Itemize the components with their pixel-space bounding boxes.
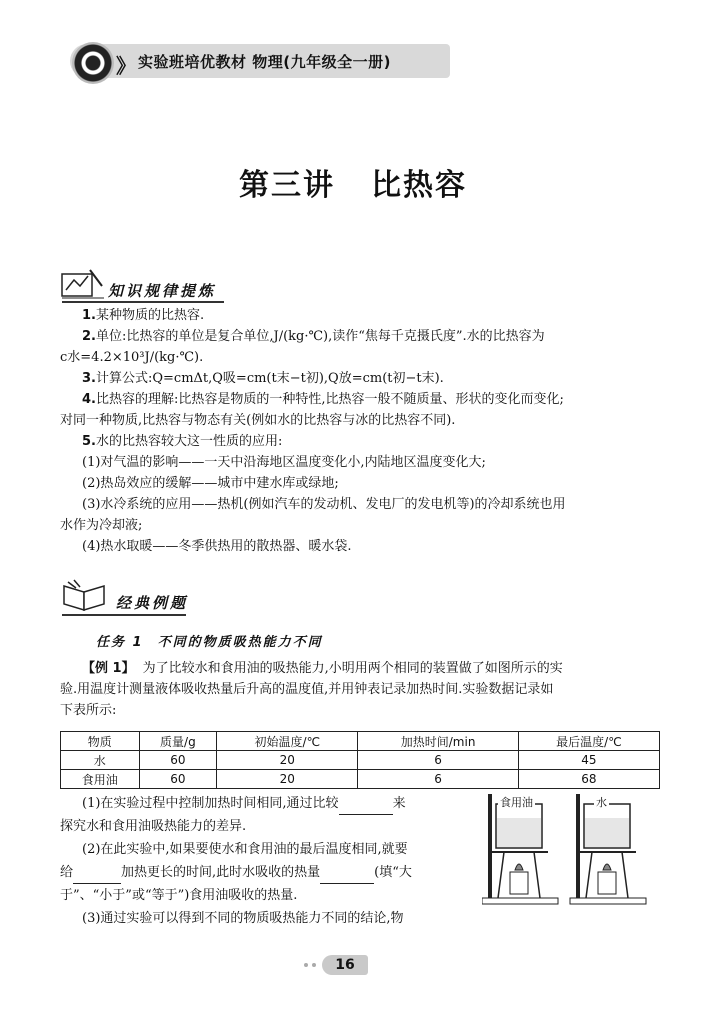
table-cell: 水 — [61, 751, 140, 770]
list-item: 对同一种物质,比热容与物态有关(例如水的比热容与冰的比热容不同). — [60, 413, 456, 428]
oil-apparatus — [482, 794, 558, 904]
lesson-number: 第三讲 — [239, 168, 335, 203]
answer-blank[interactable] — [320, 869, 374, 884]
example-tag: 【例 1】 — [82, 661, 135, 676]
table-row — [61, 770, 660, 789]
data-table — [60, 731, 660, 789]
table-cell: 60 — [139, 751, 217, 770]
header-arrow: 》 — [116, 54, 136, 78]
section-title-knowledge: 知识规律提炼 — [108, 282, 217, 300]
list-item: 5.水的比热容较大这一性质的应用: — [82, 434, 283, 449]
table-cell: 20 — [217, 770, 358, 789]
list-item: 1.某种物质的比热容. — [82, 308, 205, 323]
figure-label-water: 水 — [596, 796, 607, 809]
table-cell: 68 — [518, 770, 659, 789]
book-icon — [60, 578, 108, 612]
table-cell: 20 — [217, 751, 358, 770]
table-header: 质量/g — [139, 732, 217, 751]
table-header: 最后温度/℃ — [518, 732, 659, 751]
table-row — [61, 751, 660, 770]
section-underline — [62, 614, 186, 616]
list-item: (4)热水取暖——冬季供热用的散热器、暖水袋. — [82, 539, 352, 554]
table-cell: 6 — [358, 770, 519, 789]
section-underline — [62, 301, 224, 303]
table-cell: 食用油 — [61, 770, 140, 789]
table-cell: 45 — [518, 751, 659, 770]
list-item: c水=4.2×10³J/(kg·℃). — [60, 350, 204, 365]
task-heading — [96, 631, 323, 650]
book-title: 实验班培优教材 物理(九年级全一册) — [138, 53, 391, 71]
table-cell: 6 — [358, 751, 519, 770]
section-title-examples: 经典例题 — [116, 594, 189, 612]
list-item: (3)水冷系统的应用——热机(例如汽车的发动机、发电厂的发电机等)的冷却系统也用 — [82, 497, 566, 512]
task-title: 不同的物质吸热能力不同 — [157, 635, 323, 650]
lesson-title — [0, 160, 706, 204]
example-line: 下表所示: — [60, 703, 117, 718]
list-item: (2)热岛效应的缓解——城市中建水库或绿地; — [82, 476, 339, 491]
table-header: 物质 — [61, 732, 140, 751]
table-header-row — [61, 732, 660, 751]
water-apparatus — [570, 794, 646, 904]
example-text: 【例 1】 为了比较水和食用油的吸热能力,小明用两个相同的装置做了如图所示的实 验.用温度计测量液体吸收热量后升高的温度值,并用钟表记录加热时间.实验数据记录如 下表所示: — [60, 658, 660, 721]
list-item: 水作为冷却液; — [60, 518, 143, 533]
table-header: 加热时间/min — [358, 732, 519, 751]
answer-blank[interactable] — [73, 869, 121, 884]
list-item: 4.比热容的理解:比热容是物质的一种特性,比热容一般不随质量、形状的变化而变化; — [82, 392, 564, 407]
example-line: 验.用温度计测量液体吸收热量后升高的温度值,并用钟表记录加热时间.实验数据记录如 — [60, 682, 554, 697]
table-header: 初始温度/℃ — [217, 732, 358, 751]
list-item: 2.单位:比热容的单位是复合单位,J/(kg·℃),读作“焦每千克摄氏度”.水的比热容为 — [82, 329, 545, 344]
lesson-name: 比热容 — [371, 168, 467, 203]
figure-label-oil: 食用油 — [500, 796, 533, 809]
page-number: 16 — [322, 955, 368, 975]
questions: (1)在实验过程中控制加热时间相同,通过比较 来 探究水和食用油吸热能力的差异. (2)在此实验中,如果要使水和食用油的最后温度相同,就要 给 加热更长的时间,此时水吸收的热量 (填“大 于”、“小于”或“等于”)食用油吸收的热量. (3)通过实验可以得到不同的物质吸热能力不同的结论,物 — [60, 796, 412, 926]
task-label: 任务 1 — [96, 635, 144, 650]
disc-icon — [72, 42, 114, 84]
page-dot — [304, 963, 308, 967]
page-dot — [312, 963, 316, 967]
table-cell: 60 — [139, 770, 217, 789]
notes-icon — [60, 268, 106, 300]
list-item: 3.计算公式:Q=cmΔt,Q吸=cm(t末−t初),Q放=cm(t初−t末). — [82, 371, 444, 386]
knowledge-list — [60, 305, 660, 557]
answer-blank[interactable] — [339, 800, 393, 815]
list-item: (1)对气温的影响——一天中沿海地区温度变化小,内陆地区温度变化大; — [82, 455, 486, 470]
